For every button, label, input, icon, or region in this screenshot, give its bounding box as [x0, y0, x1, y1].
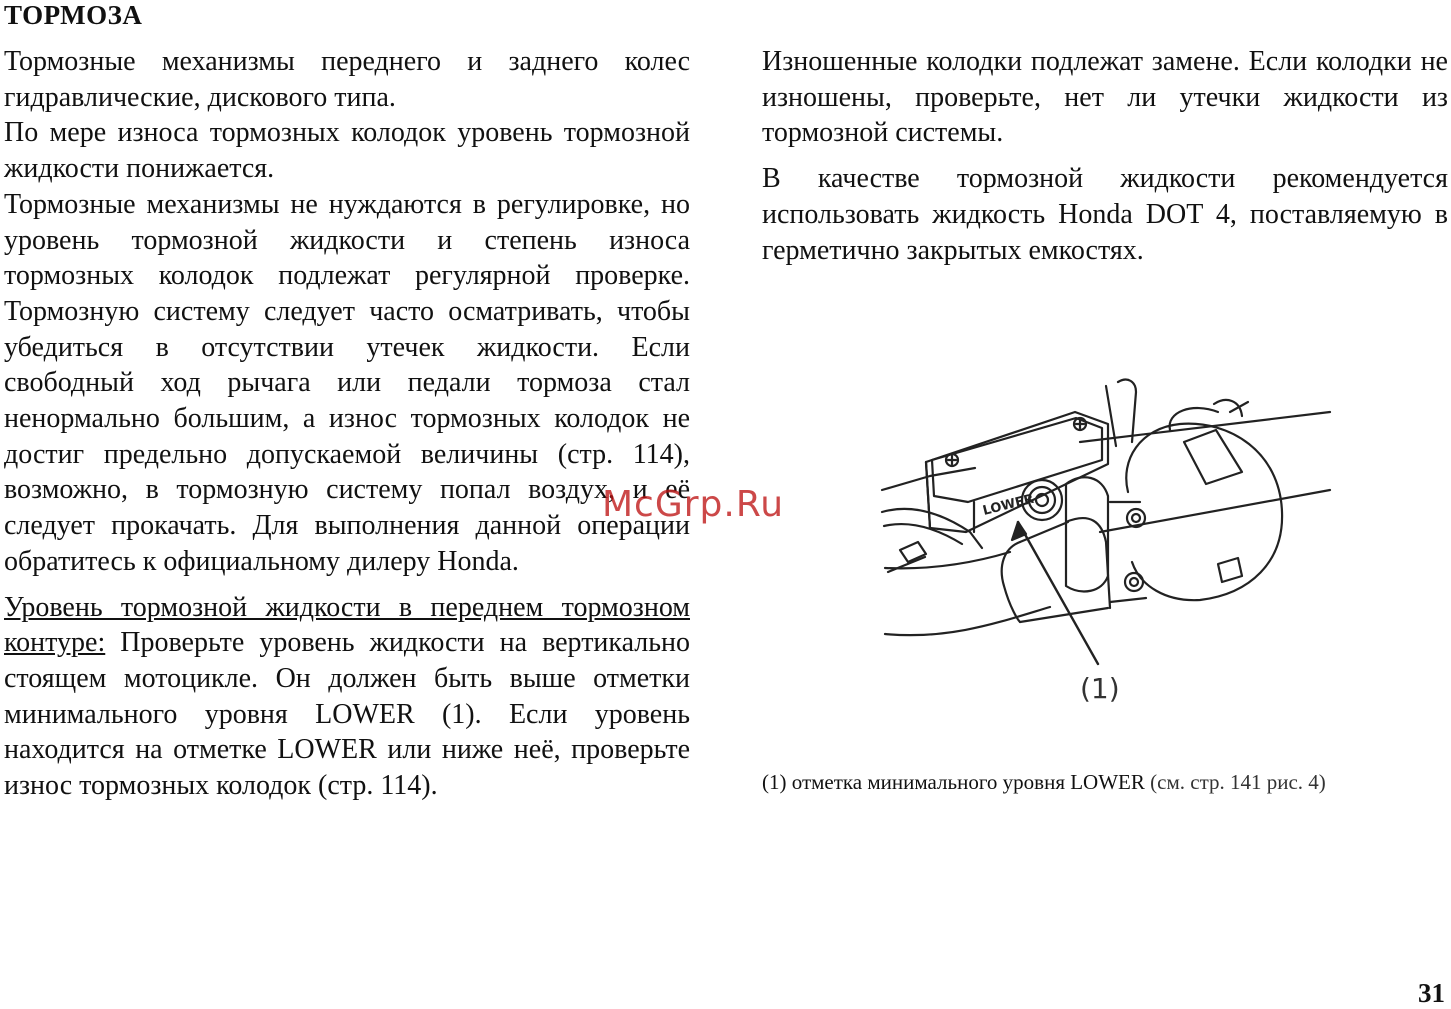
page-number: 31 — [1418, 978, 1445, 1008]
watermark: McGrp.Ru — [602, 484, 785, 525]
caption-text: (1) отметка минимального уровня LOWER — [762, 770, 1145, 794]
brake-reservoir-illustration — [870, 372, 1340, 712]
right-column — [762, 44, 1448, 268]
front-level-label: Уровень тормозной жидкости в переднем тормозном контуре: — [4, 591, 690, 659]
caption-ref: (см. стр. 141 рис. 4) — [1150, 770, 1326, 794]
paragraph-recommended-fluid: В качестве тормозной жидкости рекомендуется использовать жидкость Honda DOT 4, поставляемую в герметично закрытых емкостях. — [762, 163, 1448, 266]
paragraph-inspection: Тормозные механизмы не нуждаются в регулировке, но уровень тормозной жидкости и степень износа тормозных колодок подлежат регулярной проверке. Тормозную систему следует часто осматривать, чтобы убедиться в отсутствии утечек жидкости. Если свободный ход рычага или педали тормоза стал ненормально большим, а износ тормозных колодок не достиг предельно допускаемой величины (стр. 114), возможно, в тормозную систему попал воздух, и её следует прокачать. Для выполнения данной операции обратитесь к официальному дилеру Honda. — [4, 188, 690, 577]
lower-mark-label: LOWER — [981, 491, 1036, 519]
callout-1: (1) — [1080, 672, 1120, 705]
front-level-text: Проверьте уровень жидкости на вертикально стоящем мотоцикле. Он должен быть выше отметки минимального уровня LOWER (1). Если уровень находится на отметке LOWER или ниже неё, проверьте износ тормозных колодок (стр. 114). — [4, 627, 690, 802]
paragraph-brake-type: Тормозные механизмы переднего и заднего колес гидравлические, дискового типа. — [4, 46, 690, 113]
paragraph-pad-replacement: Изношенные колодки подлежат замене. Если колодки не изношены, проверьте, нет ли утечки жидкости из тормозной системы. — [762, 46, 1448, 149]
left-column — [4, 44, 690, 804]
figure-caption — [762, 770, 1326, 795]
paragraph-front-level-check — [4, 590, 690, 804]
paragraph-fluid-level-drop: По мере износа тормозных колодок уровень тормозной жидкости понижается. — [4, 117, 690, 185]
page-heading: ТОРМОЗА — [4, 0, 143, 30]
